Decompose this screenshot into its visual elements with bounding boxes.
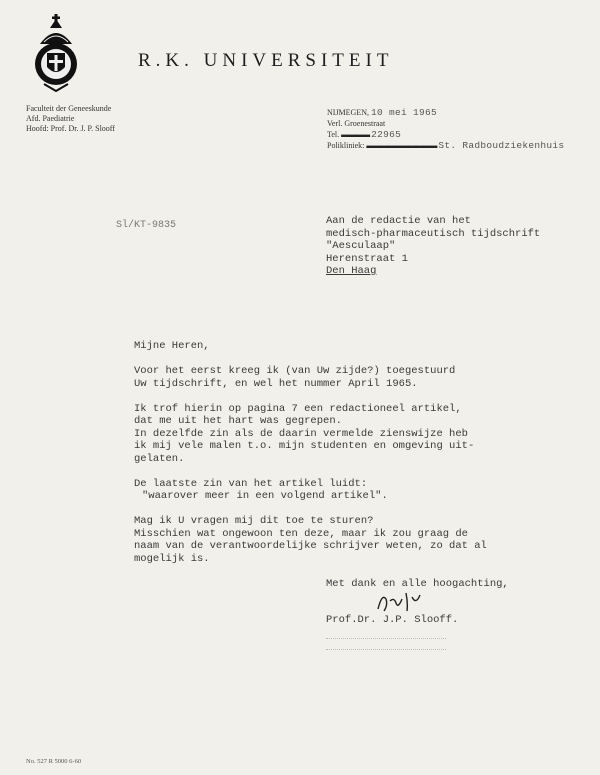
paragraph: Voor het eerst kreeg ik (van Uw zijde?) toegestuurd Uw tijdschrift, en wel het nummer April 1965. bbox=[134, 365, 456, 390]
paragraph: Ik trof hierin op pagina 7 een redactioneel artikel, dat me uit het hart was gegrepen. In dezelfde zin als de daarin vermelde zienswijze heb ik mij vele malen t.o. mijn studenten en omgeving uit- gelaten. bbox=[134, 402, 475, 465]
signer-name: Prof.Dr. J.P. Slooff. bbox=[326, 614, 459, 626]
tel-value: 22965 bbox=[371, 129, 402, 140]
university-name: R.K. UNIVERSITEIT bbox=[138, 50, 394, 71]
paragraph: Mag ik U vragen mij dit toe te sturen? Misschien wat ongewoon ten deze, maar ik zou graag de naam van de verantwoordelijke schrijver weten, zo dat al mogelijk is. bbox=[134, 515, 487, 565]
faculty-block bbox=[26, 104, 115, 134]
addressee-city: Den Haag bbox=[326, 265, 377, 277]
handwritten-signature bbox=[372, 589, 442, 615]
addressee-line: "Aesculaap" bbox=[326, 240, 396, 252]
paragraph: De laatste zin van het artikel luidt: bbox=[134, 477, 368, 490]
addressee-line: Aan de redactie van het bbox=[326, 215, 471, 227]
polikliniek-label: Polikliniek: bbox=[327, 141, 365, 150]
quotation: "waarover meer in een volgend artikel". bbox=[142, 490, 388, 502]
date-block: NIJMEGEN, 10 mei 1965 Verl. Groenestraat Tel. ▬▬▬▬ 22965 Polikliniek: ▬▬▬▬▬▬▬▬▬▬ St. Radboudziekenhuis bbox=[327, 107, 565, 151]
print-code: No. 527 R 5000 6-60 bbox=[26, 758, 82, 765]
polikliniek-value: St. Radboudziekenhuis bbox=[438, 140, 565, 151]
street-address: Verl. Groenestraat bbox=[327, 119, 386, 128]
addressee-line: medisch-pharmaceutisch tijdschrift bbox=[326, 227, 541, 240]
faculty-name: Faculteit der Geneeskunde bbox=[26, 104, 112, 113]
place-label: NIJMEGEN, bbox=[327, 108, 369, 117]
salutation: Mijne Heren, bbox=[134, 340, 210, 352]
reference-code: Sl/KT-9835 bbox=[116, 220, 177, 231]
department-head: Hoofd: Prof. Dr. J. P. Slooff bbox=[26, 124, 115, 133]
letter-body bbox=[134, 340, 487, 578]
addressee-block bbox=[326, 215, 540, 278]
university-seal-icon bbox=[30, 14, 82, 92]
department-name: Afd. Paediatrie bbox=[26, 114, 75, 123]
letter-date: 10 mei 1965 bbox=[371, 107, 438, 118]
closing-greeting: Met dank en alle hoogachting, bbox=[326, 578, 509, 590]
addressee-line: Herenstraat 1 bbox=[326, 252, 408, 265]
tel-label: Tel. bbox=[327, 130, 340, 139]
signer-faint-lines bbox=[326, 628, 446, 650]
